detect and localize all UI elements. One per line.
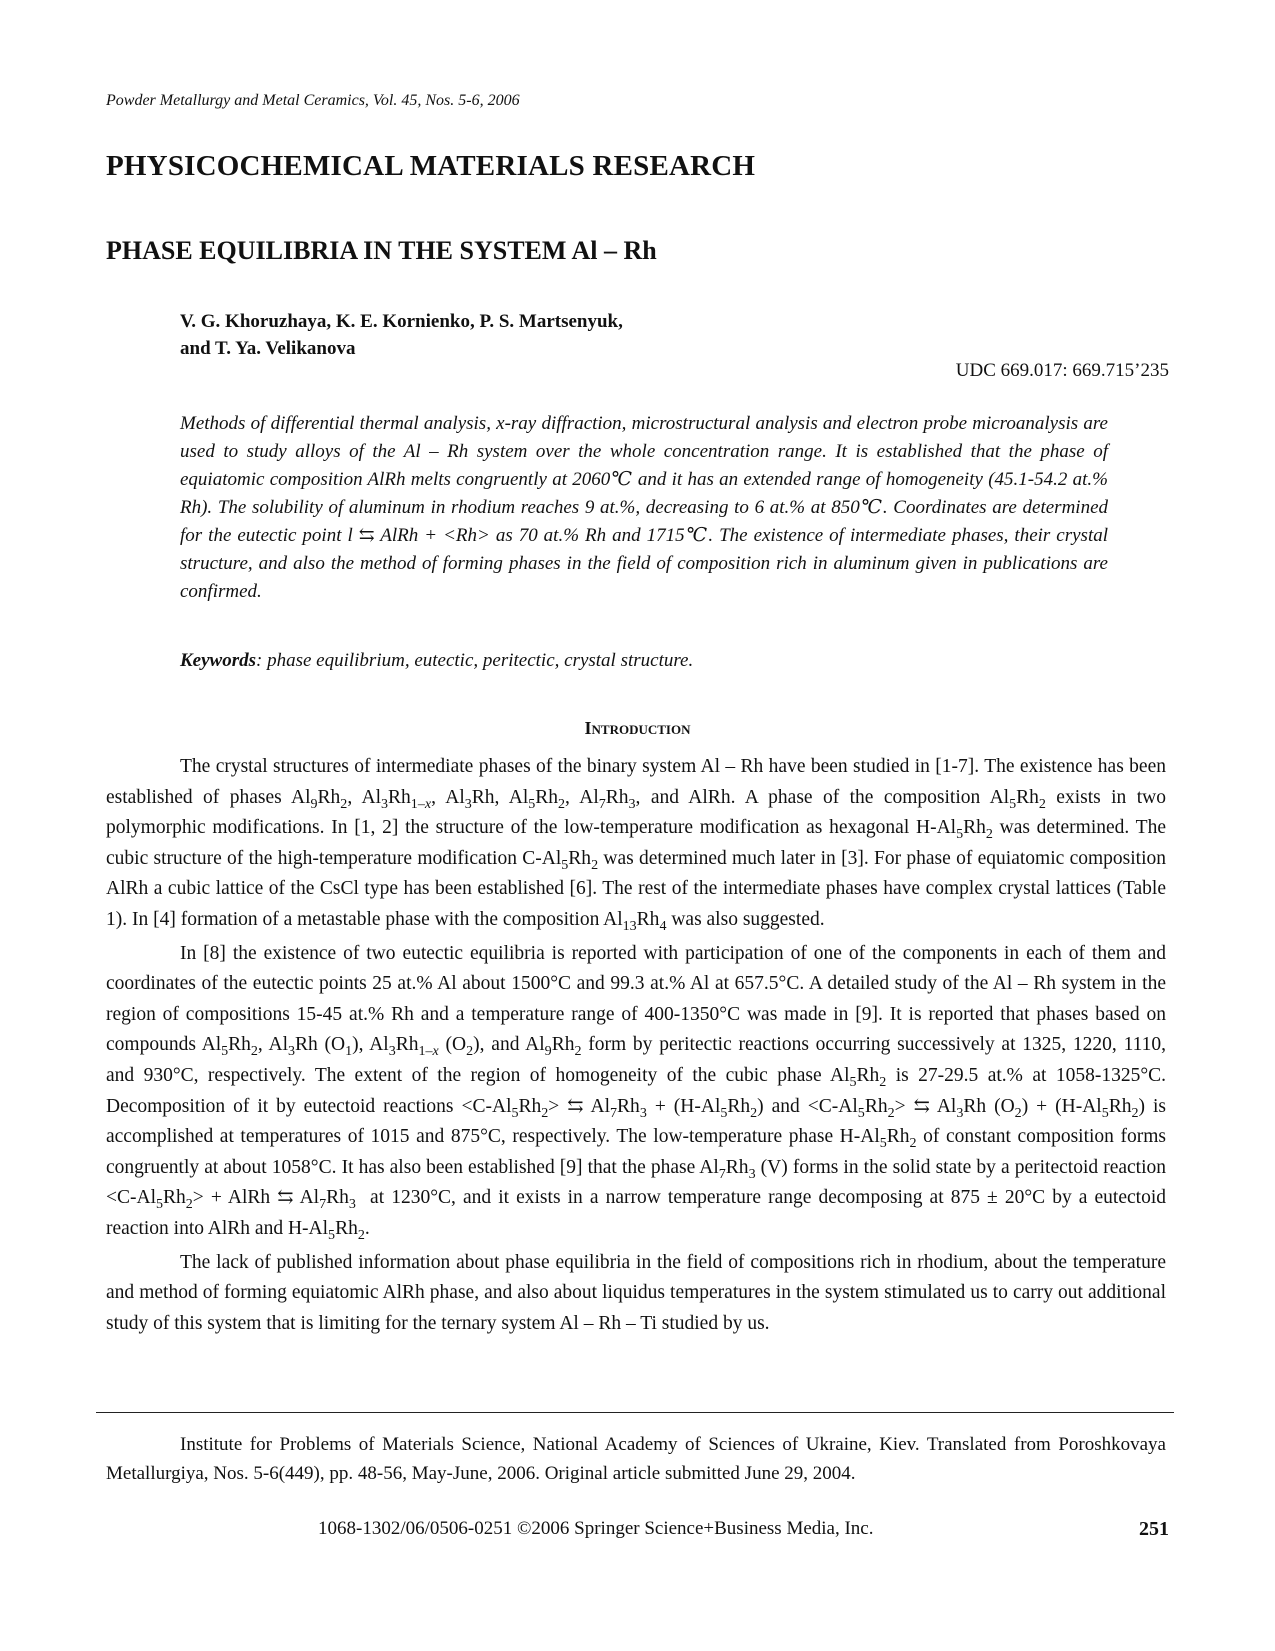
- journal-header: Powder Metallurgy and Metal Ceramics, Vol. 45, Nos. 5-6, 2006: [106, 92, 520, 109]
- paragraph-1: The crystal structures of intermediate phases of the binary system Al – Rh have been studied in [1-7]. The existence has been established of phases $Al_9Rh_2$, $Al_3Rh_{1-x}$, $Al_3Rh$, $Al_5Rh_2$, $Al_7Rh_3$, and AlRh. A phase of the composition $Al_5Rh_2$ exists in two polymorphic modifications. In [1, 2] the structure of the low-temperature modification as hexagonal $H-Al_5Rh_2$ was determined. The cubic structure of the high-temperature modification $C-Al_5Rh_2$ was determined much later in [3]. For phase of equiatomic composition AlRh a cubic lattice of the CsCl type has been established [6]. The rest of the intermediate phases have complex crystal lattices (Table 1). In [4] formation of a metastable phase with the composition $Al_{13}Rh_4$ was also suggested.: [106, 756, 1167, 934]
- footnote-divider: [96, 1412, 1174, 1413]
- introduction-body: [106, 752, 1166, 1339]
- page-number: 251: [1139, 1518, 1169, 1540]
- keywords-text: : phase equilibrium, eutectic, peritectic, crystal structure.: [256, 650, 694, 671]
- paragraph-3: The lack of published information about phase equilibria in the field of compositions rich in rhodium, about the temperature and method of forming equiatomic AlRh phase, and also about liquidus temperatures in the system stimulated us to carry out additional study of this system that is limiting for the ternary system Al – Rh – Ti studied by us.: [106, 1251, 1166, 1334]
- section-title: PHYSICOCHEMICAL MATERIALS RESEARCH: [106, 150, 756, 182]
- introduction-heading: Introduction: [584, 718, 691, 738]
- keywords-label: Keywords: [180, 650, 256, 671]
- udc-code: UDC 669.017: 669.715’235: [955, 360, 1169, 381]
- copyright-line: 1068-1302/06/0506-0251 ©2006 Springer Science+Business Media, Inc.: [318, 1518, 874, 1539]
- abstract: Methods of differential thermal analysis, x-ray diffraction, microstructural analysis and electron probe microanalysis are used to study alloys of the Al – Rh system over the whole concentration range. It is established that the phase of equiatomic composition AlRh melts congruently at 2060℃ and it has an extended range of homogeneity (45.1-54.2 at.% Rh). The solubility of aluminum in rhodium reaches 9 at.%, decreasing to 6 at.% at 850℃. Coordinates are determined for the eutectic point l ⇆ AlRh + <Rh> as 70 at.% Rh and 1715℃. The existence of intermediate phases, their crystal structure, and also the method of forming phases in the field of composition rich in aluminum given in publications are confirmed.: [180, 413, 1108, 602]
- footnote: Institute for Problems of Materials Science, National Academy of Sciences of Ukraine, Kiev. Translated from Poroshkovaya Metallurgiya, Nos. 5-6(449), pp. 48-56, May-June, 2006. Original article submitted June 29, 2004.: [106, 1434, 1166, 1484]
- authors-line-1: V. G. Khoruzhaya, K. E. Kornienko, P. S. Martsenyuk,: [180, 311, 623, 332]
- paragraph-2: In [8] the existence of two eutectic equilibria is reported with participation of one of the components in each of them and coordinates of the eutectic points 25 at.% Al about 1500°C and 99.3 at.% Al at 657.5°C. A detailed study of the Al – Rh system in the region of compositions 15-45 at.% Rh and a temperature range of 400-1350°C was made in [9]. It is reported that phases based on compounds $Al_5Rh_2$, $Al_3Rh$ $(O_1)$, $Al_3Rh_{1-x}$ $(O_2)$, and $Al_9Rh_2$ form by peritectic reactions occurring successively at 1325, 1220, 1110, and 930°C, respectively. The extent of the region of homogeneity of the cubic phase $Al_5Rh_2$ is 27-29.5 at.% at 1058-1325°C. Decomposition of it by eutectoid reactions $<C-Al_5Rh_2>$ ⇆ $Al_7Rh_3 + (H-Al_5Rh_2)$ and $<C-Al_5Rh_2>$ ⇆ $Al_3Rh$ $(O_2) + (H-Al_5Rh_2)$ is accomplished at temperatures of 1015 and 875°C, respectively. The low-temperature phase $H-Al_5Rh_2$ of constant composition forms congruently at about 1058°C. It has also been established [9] that the phase $Al_7Rh_3$ (V) forms in the solid state by a peritectoid reaction $<C-Al_5Rh_2>$ + AlRh ⇆ $Al_7Rh_3$ at 1230°C, and it exists in a narrow temperature range decomposing at 875 ± 20°C by a eutectoid reaction into AlRh and $H-Al_5Rh_2$.: [106, 942, 1167, 1243]
- keywords: [180, 650, 693, 672]
- authors-line-2: and T. Ya. Velikanova: [180, 338, 356, 359]
- authors: [180, 308, 623, 362]
- article-title: PHASE EQUILIBRIA IN THE SYSTEM Al – Rh: [106, 236, 657, 265]
